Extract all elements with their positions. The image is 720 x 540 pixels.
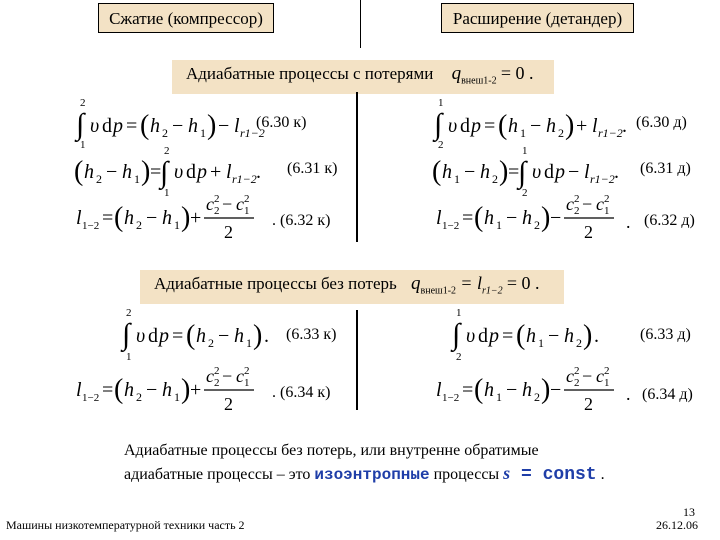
svg-text:1: 1 — [456, 307, 462, 319]
svg-text:1: 1 — [538, 336, 544, 350]
banner-loss-sub: внеш1-2 — [461, 75, 497, 87]
svg-text:2: 2 — [224, 222, 233, 242]
svg-text:2: 2 — [96, 172, 102, 186]
svg-text:c: c — [236, 366, 244, 386]
svg-text:2: 2 — [80, 97, 86, 109]
svg-text:−: − — [464, 161, 476, 183]
banner-noloss-label: Адиабатные процессы без потерь — [154, 274, 397, 293]
svg-text:1: 1 — [80, 139, 86, 150]
svg-text:1: 1 — [246, 336, 252, 350]
svg-text:2: 2 — [214, 205, 220, 217]
svg-text:2: 2 — [534, 218, 540, 232]
svg-text:2: 2 — [136, 390, 142, 404]
svg-text:1: 1 — [522, 145, 528, 157]
svg-text:υ: υ — [532, 161, 542, 183]
svg-text:p: p — [555, 161, 565, 183]
svg-text:l: l — [592, 115, 598, 137]
svg-text:2: 2 — [604, 365, 610, 377]
eq-number-6-33-d: (6.33 д) — [640, 326, 691, 343]
svg-text:=: = — [102, 207, 114, 229]
svg-text:1: 1 — [134, 172, 140, 186]
svg-text:): ) — [207, 110, 217, 141]
svg-text:h: h — [442, 161, 452, 183]
svg-text:h: h — [526, 325, 536, 347]
svg-text:): ) — [181, 202, 191, 233]
eq-number-6-31-k: (6.31 к) — [287, 160, 338, 177]
svg-text:h: h — [124, 379, 134, 401]
svg-text:2: 2 — [604, 193, 610, 205]
svg-text:l: l — [436, 207, 442, 229]
svg-text:1−2: 1−2 — [442, 392, 460, 404]
svg-text:1: 1 — [174, 390, 180, 404]
svg-text:2: 2 — [224, 394, 233, 414]
svg-text:c: c — [596, 194, 604, 214]
svg-text:(: ( — [186, 320, 196, 351]
svg-text:h: h — [484, 207, 494, 229]
svg-text:2: 2 — [126, 307, 132, 319]
svg-text:(: ( — [114, 202, 124, 233]
svg-text:2: 2 — [522, 187, 528, 198]
svg-text:d: d — [478, 325, 488, 347]
banner-loss-rest: = 0 . — [500, 63, 534, 83]
svg-text:−: − — [106, 161, 118, 183]
svg-text:p: p — [159, 325, 169, 347]
banner-with-losses — [172, 60, 554, 94]
svg-text:h: h — [124, 207, 134, 229]
svg-text:h: h — [234, 325, 244, 347]
svg-text:=: = — [102, 379, 114, 401]
svg-text:r1−2: r1−2 — [240, 126, 265, 140]
svg-text:d: d — [186, 161, 196, 183]
svg-text:υ: υ — [466, 325, 476, 347]
svg-text:∫: ∫ — [122, 318, 131, 351]
banner-without-losses — [140, 270, 564, 304]
svg-text:(: ( — [140, 110, 150, 141]
svg-text:(: ( — [498, 110, 508, 141]
svg-text:+: + — [576, 115, 588, 137]
svg-text:r1−2: r1−2 — [590, 172, 615, 186]
svg-text:υ: υ — [136, 325, 146, 347]
svg-text:.: . — [256, 161, 261, 183]
svg-text:l: l — [436, 379, 442, 401]
svg-text:.: . — [622, 115, 627, 137]
svg-text:2: 2 — [574, 193, 580, 205]
svg-text:2: 2 — [574, 205, 580, 217]
svg-text:c: c — [206, 366, 214, 386]
svg-text:h: h — [546, 115, 556, 137]
svg-text:.: . — [264, 325, 269, 347]
svg-text:2: 2 — [164, 145, 170, 157]
svg-text:−: − — [222, 194, 233, 214]
header-expansion: Расширение (детандер) — [441, 3, 634, 33]
svg-text:c: c — [596, 366, 604, 386]
svg-text:=: = — [484, 115, 496, 137]
svg-text:(: ( — [516, 320, 526, 351]
svg-text:(: ( — [474, 202, 484, 233]
svg-text:2: 2 — [214, 193, 220, 205]
svg-text:1: 1 — [164, 187, 170, 198]
svg-text:1: 1 — [604, 205, 610, 217]
svg-text:∫: ∫ — [434, 108, 443, 141]
banner-noloss-sub: внеш1-2 — [420, 285, 457, 297]
note-const: const — [542, 465, 597, 485]
note-line-2-pre: адиабатные процессы – это — [124, 466, 315, 483]
svg-text:2: 2 — [534, 390, 540, 404]
svg-text:): ) — [141, 156, 151, 187]
svg-text:h: h — [196, 325, 206, 347]
section-divider-lower — [356, 310, 358, 410]
svg-text:2: 2 — [214, 365, 220, 377]
svg-text:−: − — [218, 115, 230, 137]
banner-noloss-q: q — [411, 273, 421, 294]
svg-text:.: . — [594, 325, 599, 347]
svg-text:−: − — [582, 194, 593, 214]
banner-loss-q: q — [451, 63, 462, 84]
header-compression: Сжатие (компрессор) — [98, 3, 274, 33]
svg-text:=: = — [508, 161, 520, 183]
eq-number-6-30-k: (6.30 к) — [256, 114, 307, 131]
note-keyword-isentropic: изоэнтропные — [314, 466, 430, 484]
svg-text:1: 1 — [438, 97, 444, 109]
svg-text:υ: υ — [174, 161, 184, 183]
section-divider-upper — [356, 92, 358, 242]
banner-noloss-rest: = 0 . — [506, 273, 540, 293]
svg-text:1−2: 1−2 — [442, 220, 460, 232]
footer-title: Машины низкотемпературной техники часть 2 — [6, 518, 245, 532]
svg-text:−: − — [146, 379, 158, 401]
svg-text:r1−2: r1−2 — [598, 126, 623, 140]
svg-text:2: 2 — [208, 336, 214, 350]
svg-text:2: 2 — [584, 222, 593, 242]
svg-text:.: . — [626, 212, 631, 232]
svg-text:l: l — [226, 161, 232, 183]
svg-text:l: l — [76, 379, 82, 401]
banner-loss-label: Адиабатные процессы с потерями — [186, 64, 434, 83]
svg-text:=: = — [502, 325, 514, 347]
svg-text:2: 2 — [214, 377, 220, 389]
svg-text:p: p — [113, 115, 123, 137]
svg-text:): ) — [541, 374, 551, 405]
svg-text:c: c — [566, 194, 574, 214]
svg-text:1: 1 — [520, 126, 526, 140]
svg-text:∫: ∫ — [76, 108, 85, 141]
eq-number-6-32-d: (6.32 д) — [644, 212, 695, 229]
svg-text:−: − — [530, 115, 542, 137]
svg-text:+: + — [210, 161, 222, 183]
svg-text:d: d — [102, 115, 112, 137]
svg-text:(: ( — [432, 156, 442, 187]
svg-text:): ) — [499, 156, 509, 187]
svg-text:d: d — [460, 115, 470, 137]
svg-text:=: = — [172, 325, 184, 347]
eq-number-6-33-k: (6.33 к) — [286, 326, 337, 343]
svg-text:l: l — [584, 161, 590, 183]
svg-text:2: 2 — [558, 126, 564, 140]
svg-text:=: = — [126, 115, 138, 137]
note-equals: = — [510, 465, 543, 485]
svg-text:υ: υ — [90, 115, 100, 137]
svg-text:c: c — [206, 194, 214, 214]
svg-text:h: h — [480, 161, 490, 183]
equation-6-33-k — [116, 304, 276, 362]
footer-date: 26.12.06 — [656, 518, 698, 532]
svg-text:1: 1 — [174, 218, 180, 232]
svg-text:1: 1 — [126, 351, 132, 362]
eq-number-6-32-k: . (6.32 к) — [272, 212, 331, 229]
svg-text:h: h — [122, 161, 132, 183]
svg-text:1: 1 — [244, 377, 250, 389]
svg-text:=: = — [462, 207, 474, 229]
svg-text:1: 1 — [244, 205, 250, 217]
svg-text:−: − — [506, 379, 518, 401]
svg-text:−: − — [222, 366, 233, 386]
svg-text:h: h — [84, 161, 94, 183]
svg-text:.: . — [614, 161, 619, 183]
svg-text:(: ( — [74, 156, 84, 187]
svg-text:1: 1 — [454, 172, 460, 186]
svg-text:−: − — [548, 325, 560, 347]
note-line-2-post: процессы — [429, 466, 504, 483]
svg-text:−: − — [550, 379, 562, 401]
svg-text:p: p — [489, 325, 499, 347]
svg-text:d: d — [148, 325, 158, 347]
svg-text:−: − — [582, 366, 593, 386]
svg-text:): ) — [541, 202, 551, 233]
svg-text:1−2: 1−2 — [82, 392, 100, 404]
svg-text:−: − — [218, 325, 230, 347]
note-dot: . — [596, 466, 605, 483]
svg-text:1: 1 — [200, 126, 206, 140]
eq-number-6-30-d: (6.30 д) — [636, 114, 687, 131]
svg-text:): ) — [181, 374, 191, 405]
svg-text:1−2: 1−2 — [82, 220, 100, 232]
banner-noloss-mid: = l — [460, 273, 482, 293]
svg-text:−: − — [568, 161, 580, 183]
svg-text:2: 2 — [244, 365, 250, 377]
svg-text:h: h — [150, 115, 160, 137]
equation-6-32-k — [72, 190, 272, 244]
equation-6-34-d — [432, 362, 642, 416]
svg-text:h: h — [162, 207, 172, 229]
svg-text:h: h — [522, 207, 532, 229]
svg-text:p: p — [197, 161, 207, 183]
svg-text:): ) — [583, 320, 593, 351]
svg-text:(: ( — [114, 374, 124, 405]
svg-text:h: h — [484, 379, 494, 401]
svg-text:2: 2 — [136, 218, 142, 232]
header-divider — [360, 0, 361, 48]
svg-text:): ) — [253, 320, 263, 351]
page-number: 13 — [683, 505, 695, 519]
svg-text:2: 2 — [574, 365, 580, 377]
eq-number-6-34-d: (6.34 д) — [642, 386, 693, 403]
svg-text:): ) — [565, 110, 575, 141]
svg-text:c: c — [236, 194, 244, 214]
equation-6-32-d — [432, 190, 642, 244]
isentropic-note — [124, 440, 684, 486]
svg-text:h: h — [188, 115, 198, 137]
svg-text:+: + — [190, 379, 202, 401]
eq-number-6-34-k: . (6.34 к) — [272, 384, 331, 401]
svg-text:∫: ∫ — [452, 318, 461, 351]
svg-text:−: − — [172, 115, 184, 137]
svg-text:+: + — [190, 207, 202, 229]
equation-6-34-k — [72, 362, 272, 416]
svg-text:h: h — [508, 115, 518, 137]
svg-text:2: 2 — [576, 336, 582, 350]
svg-text:=: = — [150, 161, 162, 183]
svg-text:∫: ∫ — [160, 156, 169, 189]
svg-text:−: − — [506, 207, 518, 229]
svg-text:1: 1 — [496, 390, 502, 404]
svg-text:2: 2 — [584, 394, 593, 414]
svg-text:2: 2 — [574, 377, 580, 389]
svg-text:p: p — [471, 115, 481, 137]
banner-noloss-lsub: r1−2 — [481, 285, 503, 297]
note-symbol-s: s — [503, 463, 511, 483]
equation-6-33-d — [446, 304, 606, 362]
svg-text:2: 2 — [162, 126, 168, 140]
svg-text:1: 1 — [496, 218, 502, 232]
svg-text:d: d — [544, 161, 554, 183]
svg-text:1: 1 — [604, 377, 610, 389]
svg-text:c: c — [566, 366, 574, 386]
svg-text:=: = — [462, 379, 474, 401]
svg-text:h: h — [564, 325, 574, 347]
svg-text:h: h — [162, 379, 172, 401]
svg-text:2: 2 — [456, 351, 462, 362]
svg-text:2: 2 — [438, 139, 444, 150]
svg-text:(: ( — [474, 374, 484, 405]
svg-text:r1−2: r1−2 — [232, 172, 257, 186]
svg-text:.: . — [626, 384, 631, 404]
svg-text:h: h — [522, 379, 532, 401]
eq-number-6-31-d: (6.31 д) — [640, 160, 691, 177]
note-line-1: Адиабатные процессы без потерь, или внутренне обратимые — [124, 442, 539, 459]
svg-text:−: − — [146, 207, 158, 229]
note-line-2 — [124, 462, 684, 486]
svg-text:∫: ∫ — [518, 156, 527, 189]
svg-text:υ: υ — [448, 115, 458, 137]
svg-text:2: 2 — [492, 172, 498, 186]
svg-text:2: 2 — [244, 193, 250, 205]
svg-text:l: l — [234, 115, 240, 137]
svg-text:l: l — [76, 207, 82, 229]
svg-text:−: − — [550, 207, 562, 229]
